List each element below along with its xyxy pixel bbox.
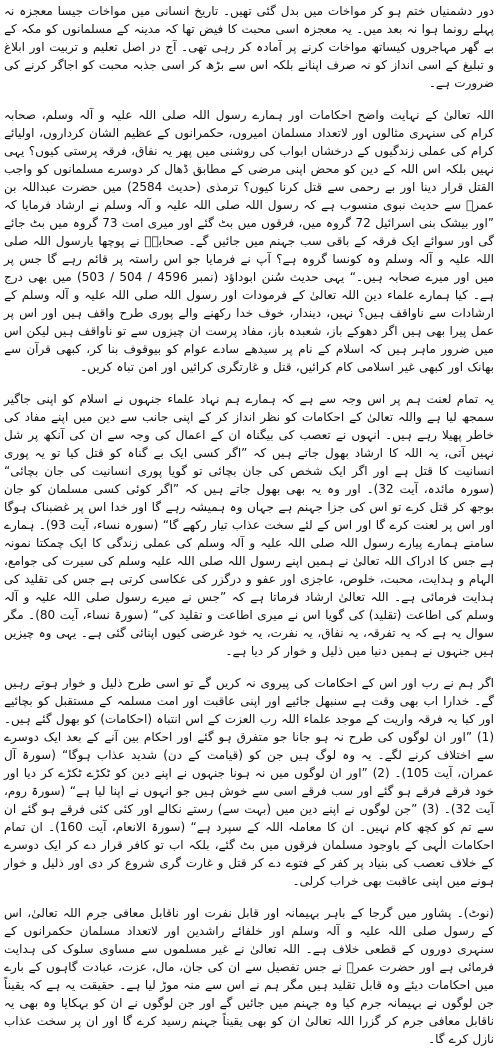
article-paragraph-3: یہ تمام لعنت ہم پر اس وجہ سے ہے کہ ہمارے ہم نہاد علماء جنہوں نے اسلام کو اپنی جاگیر سمجھ لیا ہے واللہ تعالیٰ کے احکامات کو نظر انداز کر کے اپنی جانب سے دین میں اپنے مفاد کی خاطر پھیلا رہے ہیں۔ انہوں نے تعصب کی بیگناہ ان کے اعمال کی وجہ سے ان کی آنکھ پر شل نہیں آتی، یہ اللہ کا ارشاد بھول جاتے ہیں کہ ”اگر کسی ایک بے گناہ کو قتل کیا تو یہ پوری انسانیت کا قتل ہے اور اگر ایک شخص کی جان بچائی تو گویا پوری انسانیت کی جان بچائی“ (سورہ مائدہ، آیت 32)۔ اور وہ یہ بھی بھول جاتے ہیں کہ ”اگر کوئی کسی مسلمان کو جان بوجھ کر قتل کرے تو اس کی جزا جہنم ہے جہاں وہ ہمیشہ رہے گا اور خدا اس پر غضبناک ہوگا اور اس پر لعنت کرے گا اور اس کے لئے سخت عذاب تیار رکھے گا“ (سورہ نساء، آیت 93)۔ ہمارے سامنے ہمارے پیارے رسول اللہ صلی اللہ علیہ و آلہ وسلم کی عملی زندگی کا ایک چمکتا نمونہ ہے جس کا ادراک اللہ تعالیٰ نے ہمیں اپنے رسول اللہ صلی اللہ علیہ وسلم کی سیرت کی جوامع، الہام و ہدایت، محبت، خلوص، عاجزی اور عفو و درگزر کی عکاسی کرتی ہے جس کی تقلید کی ہدایت فرمائی ہے۔ اللہ تعالیٰ ارشاد فرماتا ہے کہ ”جس نے میرے رسول صلی اللہ علیہ و آلہ وسلم کی اطاعت (تقلید) کی گویا اس نے میری اطاعت و تقلید کی“ (سورۃ نساء، آیت 80)۔ مگر سوال یہ ہے کہ یہ تفرقہ، یہ نفاق، یہ نفرت، یہ خود غرضی کیوں اپنائی گئی ہے۔ یہی وہ چیزیں ہیں جنہوں نے ہمیں دنیا میں ذلیل و خوار کر دیا ہے۔ (4, 392, 495, 658)
article-paragraph-2: اللہ تعالیٰ کے نہایت واضح احکامات اور ہمارے رسول اللہ صلی اللہ علیہ و آلہ وسلم، صحابہ کرام کی سنہری مثالوں اور لاتعداد مسلمان امیروں، حکمرانوں کے عظیم الشان کرداروں، اولیائے کرام کی عملی زندگیوں کے درخشاں ابواب کی روشنی میں پھر یہ نفاق، فرقہ پرستی کیوں؟ یہی نہیں بلکہ اس اللہ کے دین کو محض اپنی مرضی کے مطابق ڈھال کر دوسرے مسلمانوں کو واجب القتل قرار دینا اور بے رحمی سے قتل کرنا کیوں؟ ترمذی (حدیث 2584) میں حضرت عبداللہ بن عمرؓ سے حدیث نبوی منسوب ہے کہ رسول اللہ صلی اللہ علیہ و آلہ وسلم نے ارشاد فرمایا کہ ”اور بیشک بنی اسرائیل 72 گروہ میں، فرقوں میں بٹ گئے اور میری امت 73 گروہ میں بٹ جائے گی اور سوائے ایک فرقہ کے باقی سب جہنم میں جائیں گے۔ صحابہؓ نے پوچھا یارسول اللہ صلی اللہ علیہ و آلہ وسلم وہ کونسا گروہ ہے؟ آپ نے فرمایا جو اس راستہ پر قائم رہے گا جس پر میں اور میرے صحابہ ہیں۔“ یہی حدیث سُنن ابوداؤد (نمبر 4596 / 504 / 503) میں بھی درج ہے۔ کیا ہمارے علماء دین اللہ تعالیٰ کے فرمودات اور رسول اللہ صلی اللہ علیہ و آلہ وسلم کے ارشادات سے ناواقف ہیں؟ نہیں، دیندار، خوف خدا رکھنے والے پوری طرح واقف ہیں اور اس پر عمل پیرا بھی ہیں اگر دھوکے باز، شعبدہ باز، مفاد پرست ان چیزوں سے تو ناواقف ہیں لیکن اس میں ضرور ماہر ہیں کہ اسلام کے نام پر سیدھے سادے عوام کو بیوقوف بنا کر، کبھی قرآن سے بھانک اور کبھی غیر اسلامی کام کرائیں، قتل و غارتگری کرائیں اور امن تباہ کریں۔ (4, 108, 495, 374)
article-paragraph-1: دور دشمنیاں ختم ہو کر مواخات میں بدل گئی تھیں۔ تاریخ انسانی میں مواخات جیسا معجزہ نہ پہلے رونما ہوا نہ بعد میں۔ یہ معجزہ اسی محبت کا فیض تھا کہ مدینہ کے مسلمانوں کو مکہ کے بے گھر مہاجروں کیساتھ مواخات کرنے پر آمادہ کر رہی تھی۔ آج در اصل تعلیم و تربیت اور ابلاغ و تبلیغ کے اسی انداز کو نہ صرف اپنانے بلکہ اس سے بڑھ کر اسی جذبہ محبت کو اجاگر کرنے کی ضرورت ہے۔ (4, 4, 494, 90)
article-paragraph-4: اگر ہم نے رب اور اس کے احکامات کی پیروی نہ کریں گے تو اسی طرح ذلیل و خوار ہوتے رہیں گے۔ خدارا اب بھی وقت ہے سنبھل جائیے اور اپنی عاقبت اور امت مسلمہ کے مستقبل کو بچائیے اور کیا یہ فرقہ واریت کے موجد علماء اللہ رب العزت کے اس انتباہ (احکامات) کو بھول گئے ہیں۔ (1) ”اور ان لوگوں کی طرح نہ ہو جانا جو متفرق ہو گئے اور احکام بین آنے کے بعد ایک دوسرے سے اختلاف کرنے لگے۔ یہ وہ لوگ ہیں جن کو (قیامت کے دن) شدید عذاب ہوگا“ (سورۃ آل عمران، آیت 105)۔ (2) ”اور ان لوگوں میں نہ ہونا جنہوں نے اپنے دین کو ٹکڑے ٹکڑے کر دیا اور خود فرقے فرقے ہو گئے اور سب فرقے اسی سے خوش ہیں جو انہوں نے اپنا لیا ہے“ (سورۃ روم، آیت 32)۔ (3) ”جن لوگوں نے اپنے دین میں (بہت سے) رستے نکالے اور کئی کئی فرقے ہو گئے ان سے تم کو کچھ کام نہیں۔ ان کا معاملہ اللہ کے سپرد ہے“ (سورۃ الانعام، آیت 160)۔ ان تمام احکامات الٰہی کے باوجود مسلمان فرقوں میں بٹ گئے، بلکہ اب تو کافر قرار دے کر ایک دوسرے کے خلاف تعصب کی بنیاد پر کفر کے فتوے دے کر قتل و غارت گری شروع کر دی اور ذلیل و خوار ہونے میں اپنی عاقبت بھی خراب کرلی۔ (4, 676, 494, 888)
article-paragraph-5: (نوٹ)۔ پشاور میں گرجا کے باہر بہیمانہ اور قابل نفرت اور ناقابل معافی جرم اللہ تعالیٰ، اس کے رسول صلی اللہ علیہ و آلہ وسلم اور خلفائے راشدین اور لاتعداد مسلمان حکمرانوں کے سنہری دوروں کے قطعی خلاف ہے۔ اللہ تعالیٰ نے غیر مسلموں سے مساوی سلوک کی ہدایت فرمائی ہے اور حضرت عمرؓ نے جس تفصیل سے ان کی جان، مال، عزت، عبادت گاہوں کے بارے میں احکامات دیئے وہ قابل تقلید ہیں مگر ہم نے اس سے منہ موڑ لیا ہے۔ حقیقت یہ ہے کہ یقیناً جن لوگوں نے بہیمانہ جرم کیا وہ جہنم میں جائیں گے اور جن لوگوں نے ان کو بہکایا وہ بھی یہ ناقابل معافی جرم کر گزرا اللہ تعالیٰ ان کو بھی یقیناً جہنم رسید کرے گا اور ان پر سخت عذاب نازل کرے گا۔ (4, 906, 494, 1046)
